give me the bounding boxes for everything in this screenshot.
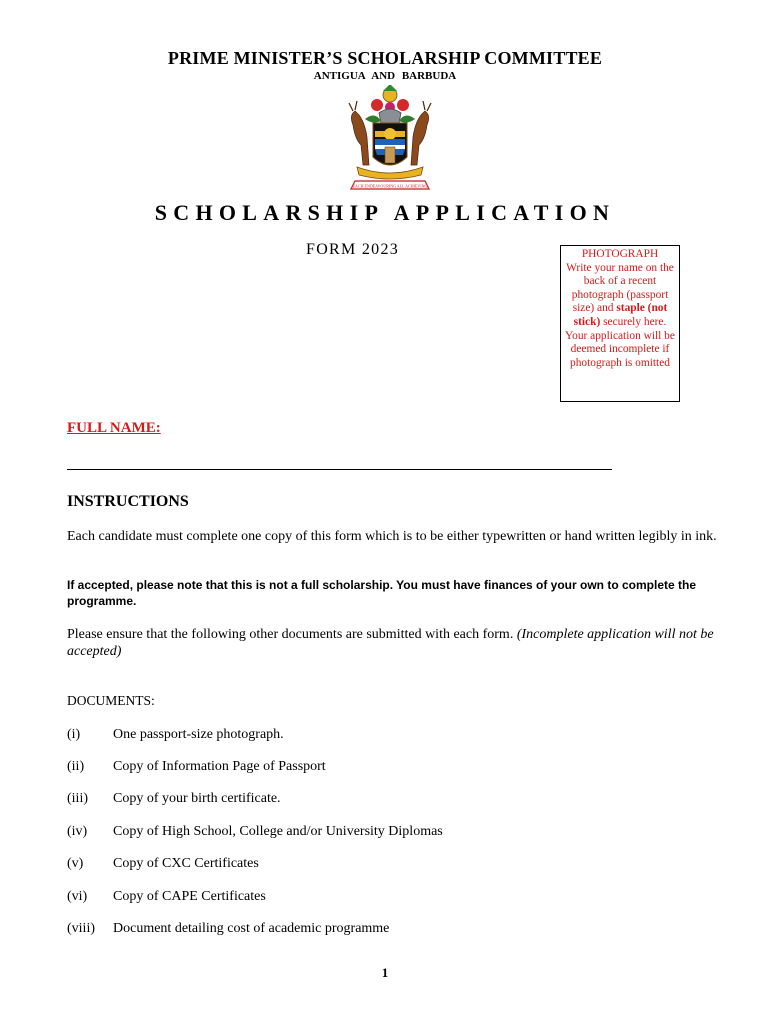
document-text: Copy of CXC Certificates <box>113 856 259 871</box>
document-text: Copy of your birth certificate. <box>113 791 281 806</box>
document-number: (ii) <box>67 759 85 774</box>
document-text: Document detailing cost of academic programme <box>113 921 390 936</box>
committee-title: PRIME MINISTER’S SCHOLARSHIP COMMITTEE <box>167 48 603 68</box>
document-number: (iv) <box>67 824 88 839</box>
documents-notice: Please ensure that the following other documents are submitted with each form. (Incomplete application will not be accepted) <box>67 627 714 659</box>
photograph-box[interactable] <box>560 245 680 402</box>
document-number: (viii) <box>67 921 95 936</box>
photograph-instructions: Write your name on the back of a recent photograph (passport size) and staple (not stick) securely here. Your application will be deemed incomplete if photograph is omitted <box>565 261 675 369</box>
scholarship-notice: If accepted, please note that this is not a full scholarship. You must have finances of your own to complete the programme. <box>67 578 697 608</box>
document-number: (vi) <box>67 889 88 904</box>
document-number: (v) <box>67 856 84 871</box>
instructions-paragraph-1: Each candidate must complete one copy of this form which is to be either typewritten or hand written legibly in ink. <box>67 529 717 544</box>
document-text: Copy of CAPE Certificates <box>113 889 266 904</box>
photograph-heading: PHOTOGRAPH <box>581 248 659 260</box>
document-number: (i) <box>67 727 81 742</box>
document-number: (iii) <box>67 791 88 806</box>
coat-of-arms-emblem <box>335 85 445 197</box>
page-number: 1 <box>381 965 389 980</box>
document-text: Copy of Information Page of Passport <box>113 759 326 774</box>
document-text: Copy of High School, College and/or University Diplomas <box>113 824 443 839</box>
crest-motto: EACH ENDEAVOURING ALL ACHIEVING <box>352 183 428 189</box>
full-name-label: FULL NAME: <box>67 420 161 436</box>
incomplete-warning: (Incomplete application will not be accepted) <box>67 627 714 659</box>
country-subtitle: ANTIGUA AND BARBUDA <box>313 70 457 82</box>
document-text: One passport-size photograph. <box>113 727 284 742</box>
staple-emphasis: staple (not stick) <box>573 302 668 328</box>
instructions-heading: INSTRUCTIONS <box>67 493 189 510</box>
full-name-field[interactable] <box>67 469 612 470</box>
form-title: SCHOLARSHIP APPLICATION <box>154 200 616 225</box>
form-year-label: FORM 2023 <box>306 241 400 258</box>
documents-heading: DOCUMENTS: <box>67 693 155 708</box>
